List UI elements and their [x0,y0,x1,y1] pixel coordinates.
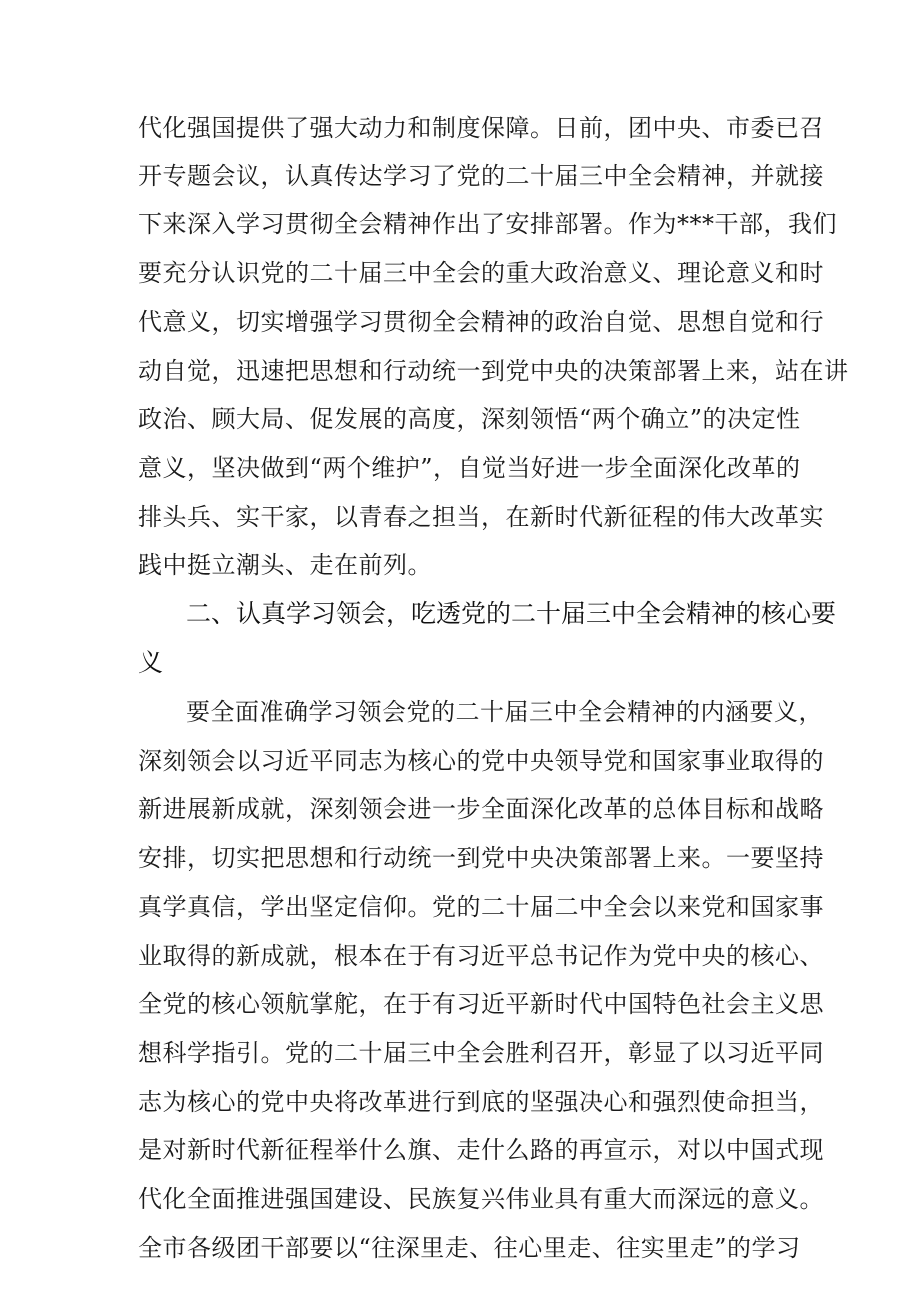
paragraph-line: 意义，坚决做到“两个维护”，自觉当好进一步全面深化改革的 [138,454,801,482]
section-heading-line-1: 二、认真学习领会，吃透党的二十届三中全会精神的核心要 [186,599,837,628]
paragraph-line: 志为核心的党中央将改革进行到底的坚强决心和强烈使命担当， [138,1088,824,1116]
paragraph-line: 动自觉，迅速把思想和行动统一到党中央的决策部署上来，站在讲 [138,357,849,385]
paragraph-line: 政治、顾大局、促发展的高度，深刻领悟“两个确立”的决定性 [138,405,801,433]
paragraph-line: 全党的核心领航掌舵，在于有习近平新时代中国特色社会主义思 [138,990,824,1018]
section-heading-line-2: 义 [138,648,164,677]
paragraph-line: 全市各级团干部要以“往深里走、往心里走、往实里走”的学习 [138,1234,801,1262]
paragraph-line: 新进展新成就，深刻领会进一步全面深化改革的总体目标和战略 [138,795,824,823]
paragraph-line: 践中挺立潮头、走在前列。 [138,551,432,579]
paragraph-line: 业取得的新成就，根本在于有习近平总书记作为党中央的核心、 [138,942,824,970]
paragraph-line: 深刻领会以习近平同志为核心的党中央领导党和国家事业取得的 [138,747,824,775]
paragraph-line: 要充分认识党的二十届三中全会的重大政治意义、理论意义和时 [138,259,824,287]
paragraph-line: 排头兵、实干家，以青春之担当，在新时代新征程的伟大改革实 [138,503,824,531]
paragraph-line: 代意义，切实增强学习贯彻全会精神的政治自觉、思想自觉和行 [138,308,824,336]
paragraph-line: 安排，切实把思想和行动统一到党中央决策部署上来。一要坚持 [138,844,824,872]
paragraph-line: 开专题会议，认真传达学习了党的二十届三中全会精神，并就接 [138,162,824,190]
paragraph-line: 代化强国提供了强大动力和制度保障。日前，团中央、市委已召 [138,114,824,142]
paragraph-line: 下来深入学习贯彻全会精神作出了安排部署。作为***干部，我们 [138,210,837,238]
paragraph-line: 想科学指引。党的二十届三中全会胜利召开，彰显了以习近平同 [138,1039,824,1067]
paragraph-line: 代化全面推进强国建设、民族复兴伟业具有重大而深远的意义。 [138,1185,824,1213]
paragraph-line: 要全面准确学习领会党的二十届三中全会精神的内涵要义， [186,698,823,726]
paragraph-line: 真学真信，学出坚定信仰。党的二十届二中全会以来党和国家事 [138,893,824,921]
paragraph-line: 是对新时代新征程举什么旗、走什么路的再宣示，对以中国式现 [138,1136,824,1164]
